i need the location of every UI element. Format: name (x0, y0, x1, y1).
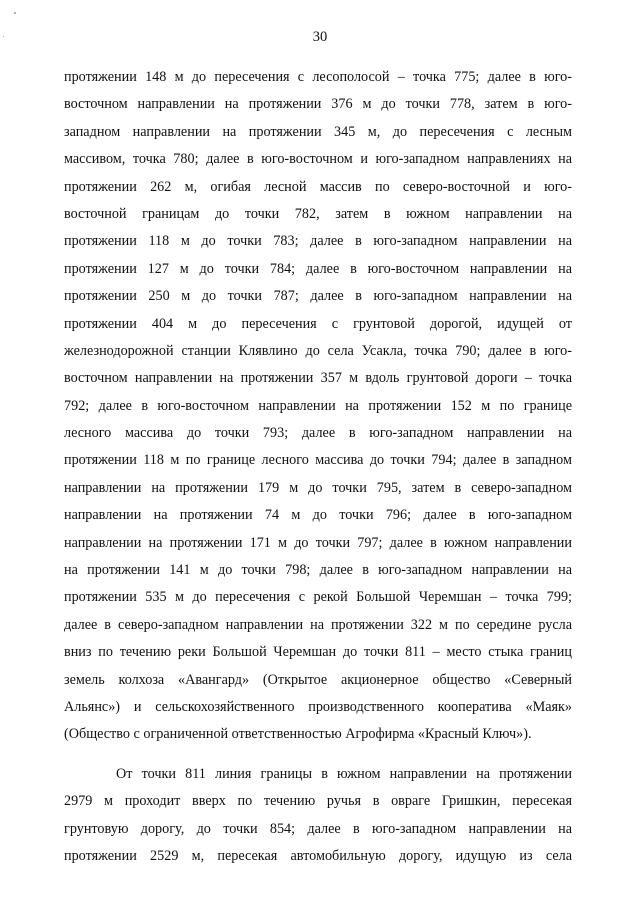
text-line: массивом, точка 780; далее в юго-восточном и юго-западном направлениях на (64, 151, 572, 168)
text-line: протяжении 404 м до пересечения с грунтовой дорогой, идущей от (64, 315, 572, 332)
text-line: Альянс») и сельскохозяйственного производственного кооператива «Маяк» (64, 698, 572, 715)
paragraph-gap (64, 749, 572, 761)
text-line: грунтовую дорогу, до точки 854; далее в юго-западном направлении на (64, 820, 572, 837)
paragraph-1 (64, 64, 572, 749)
text-line: земель колхоза «Авангард» (Открытое акционерное общество «Северный (64, 671, 572, 688)
text-line: (Общество с ограниченной ответственностью Агрофирма «Красный Ключ»). (64, 726, 532, 743)
text-line: протяжении 148 м до пересечения с лесополосой – точка 775; далее в юго- (64, 69, 572, 85)
paragraph-2 (64, 761, 572, 871)
text-line: восточном направлении на протяжении 357 м вдоль грунтовой дороги – точка (64, 370, 572, 387)
text-line: протяжении 250 м до точки 787; далее в юго-западном направлении на (64, 288, 572, 305)
text-line: далее в северо-западном направлении на протяжении 322 м по середине русла (64, 616, 572, 633)
text-line: протяжении 127 м до точки 784; далее в юго-восточном направлении на (64, 260, 572, 277)
text-line: восточном направлении на протяжении 376 м до точки 778, затем в юго- (64, 96, 572, 113)
text-line: вниз по течению реки Большой Черемшан до точки 811 – место стыка границ (64, 644, 572, 661)
text-line: протяжении 535 м до пересечения с рекой Большой Черемшан – точка 799; (64, 589, 572, 606)
text-line: 2979 м проходит вверх по течению ручья в овраге Гришкин, пересекая (64, 793, 572, 810)
text-line: направлении на протяжении 179 м до точки 795, затем в северо-западном (64, 479, 572, 496)
document-body (64, 64, 572, 870)
text-line: восточной границам до точки 782, затем в южном направлении на (64, 205, 572, 222)
text-line: лесного массива до точки 793; далее в юго-западном направлении на (64, 425, 572, 442)
text-line: 792; далее в юго-восточном направлении на протяжении 152 м по границе (64, 397, 572, 414)
text-line: От точки 811 линия границы в южном направлении на протяжении (116, 765, 572, 782)
text-line: западном направлении на протяжении 345 м, до пересечения с лесным (64, 123, 572, 140)
text-line: железнодорожной станции Клявлино до села Усакла, точка 790; далее в юго- (64, 342, 572, 359)
text-line: направлении на протяжении 171 м до точки 797; далее в южном направлении (64, 534, 572, 551)
text-line: протяжении 118 м до точки 783; далее в юго-западном направлении на (64, 233, 572, 250)
text-line: протяжении 118 м по границе лесного массива до точки 794; далее в западном (64, 452, 572, 469)
text-line: протяжении 2529 м, пересекая автомобильную дорогу, идущую из села (64, 847, 572, 864)
text-line: на протяжении 141 м до точки 798; далее в юго-западном направлении на (64, 562, 572, 579)
page-number: 30 (312, 29, 328, 45)
scan-speck (14, 12, 16, 14)
text-line: направлении на протяжении 74 м до точки 796; далее в юго-западном (64, 507, 572, 524)
text-line: протяжении 262 м, огибая лесной массив по северо-восточной и юго- (64, 178, 572, 195)
